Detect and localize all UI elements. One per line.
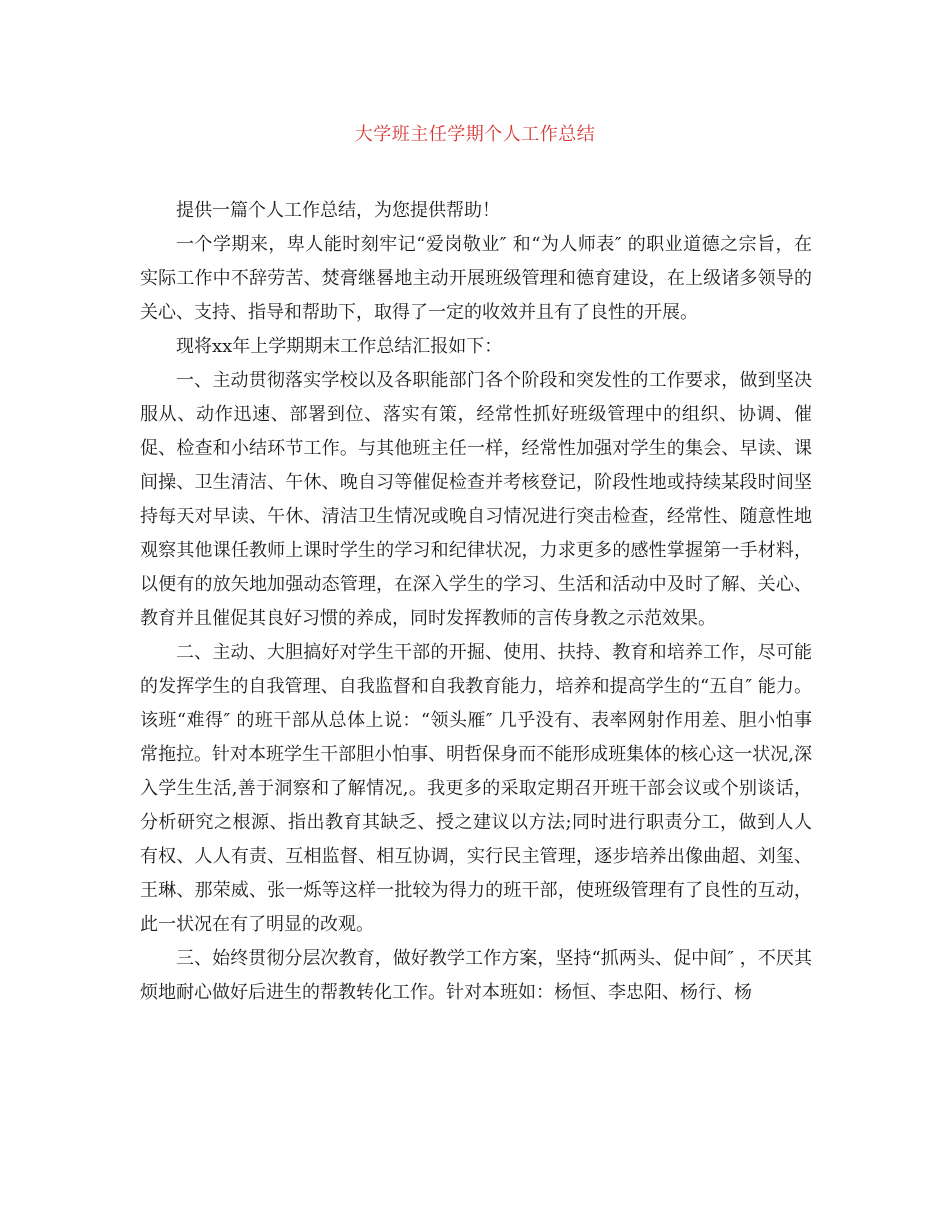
paragraph-intro: 提供一篇个人工作总结，为您提供帮助！ [176,200,500,221]
paragraph-section-3: 三、始终贯彻分层次教育，做好教学工作方案，坚持“抓两头、促中间″ ，不厌其烦地耐心做好后进生的帮教转化工作。针对本班如：杨恒、李忠阳、杨行、杨 [140,948,812,1003]
paragraph-semester-review: 一个学期来，卑人能时刻牢记“爱岗敬业″ 和“为人师表″ 的职业道德之宗旨，在实际工作中不辞劳苦、焚膏继晷地主动开展班级管理和德育建设，在上级诸多领导的关心、支持、指导和帮助下，取得了一定的收效并且有了良性的开展。 [140,234,812,323]
document-title: 大学班主任学期个人工作总结 [354,124,596,145]
paragraph-section-1: 一、主动贯彻落实学校以及各职能部门各个阶段和突发性的工作要求，做到坚决服从、动作迅速、部署到位、落实有策，经常性抓好班级管理中的组织、协调、催促、检查和小结环节工作。与其他班主任一样，经常性加强对学生的集会、早读、课间操、卫生清洁、午休、晚自习等催促检查并考核登记，阶段性地或持续某段时间坚持每天对早读、午休、清洁卫生情况或晚自习情况进行突击检查，经常性、随意性地观察其他课任教师上课时学生的学习和纪律状况，力求更多的感性掌握第一手材料，以便有的放矢地加强动态管理，在深入学生的学习、生活和活动中及时了解、关心、教育并且催促其良好习惯的养成，同时发挥教师的言传身教之示范效果。 [140,370,812,629]
paragraph-section-2: 二、主动、大胆搞好对学生干部的开掘、使用、扶持、教育和培养工作，尽可能的发挥学生的自我管理、自我监督和自我教育能力，培养和提高学生的“五自″ 能力。该班“难得″ 的班干部从总体上说：“领头雁″ 几乎没有、表率网射作用差、胆小怕事常拖拉。针对本班学生干部胆小怕事、明哲保身而不能形成班集体的核心这一状况,深入学生生活,善于洞察和了解情况,。我更多的采取定期召开班干部会议或个别谈话，分析研究之根源、指出教育其缺乏、授之建议以方法;同时进行职责分工，做到人人有权、人人有责、互相监督、相互协调，实行民主管理，逐步培养出像曲超、刘玺、王琳、那荣威、张一烁等这样一批较为得力的班干部，使班级管理有了良性的互动，此一状况在有了明显的改观。 [140,642,812,935]
paragraph-report-lead: 现将xx年上学期期末工作总结汇报如下： [176,336,503,357]
document-body [140,194,812,1010]
